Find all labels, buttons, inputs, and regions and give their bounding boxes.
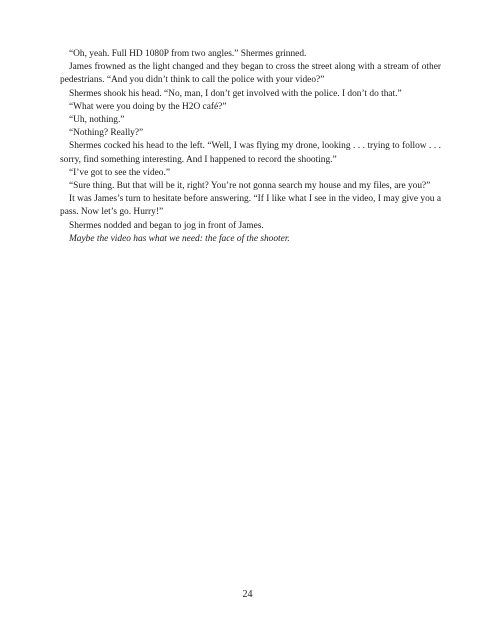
paragraph: “Nothing? Really?” [69, 128, 144, 139]
page-number: 24 [242, 589, 253, 600]
paragraph: “Uh, nothing.” [69, 115, 125, 126]
paragraph: Shermes nodded and began to jog in front of James. [69, 220, 264, 231]
paragraph: “Sure thing. But that will be it, right? You’re not gonna search my house and my files, are you?” [69, 181, 431, 192]
body-text [60, 48, 441, 246]
paragraph: “Oh, yeah. Full HD 1080P from two angles.” Shermes grinned. [69, 49, 307, 59]
paragraph: Shermes cocked his head to the left. “Well, I was flying my drone, looking . . . trying to follow . . . sorry, find something interesting. And I happened to record the shooting.” [60, 141, 441, 165]
paragraph: Shermes shook his head. “No, man, I don’t get involved with the police. I don’t do that.” [69, 88, 402, 99]
paragraph: It was James’s turn to hesitate before answering. “If I like what I see in the video, I may give you a pass. Now let’s go. Hurry!” [60, 194, 441, 218]
paragraph: “What were you doing by the H2O café?” [69, 101, 227, 112]
paragraph: James frowned as the light changed and they began to cross the street along with a stream of other pedestrians. “And you didn’t think to call the police with your video?” [60, 62, 441, 86]
paragraph: “I’ve got to see the video.” [69, 167, 171, 178]
italic-thought-paragraph: Maybe the video has what we need: the face of the shooter. [69, 233, 290, 244]
